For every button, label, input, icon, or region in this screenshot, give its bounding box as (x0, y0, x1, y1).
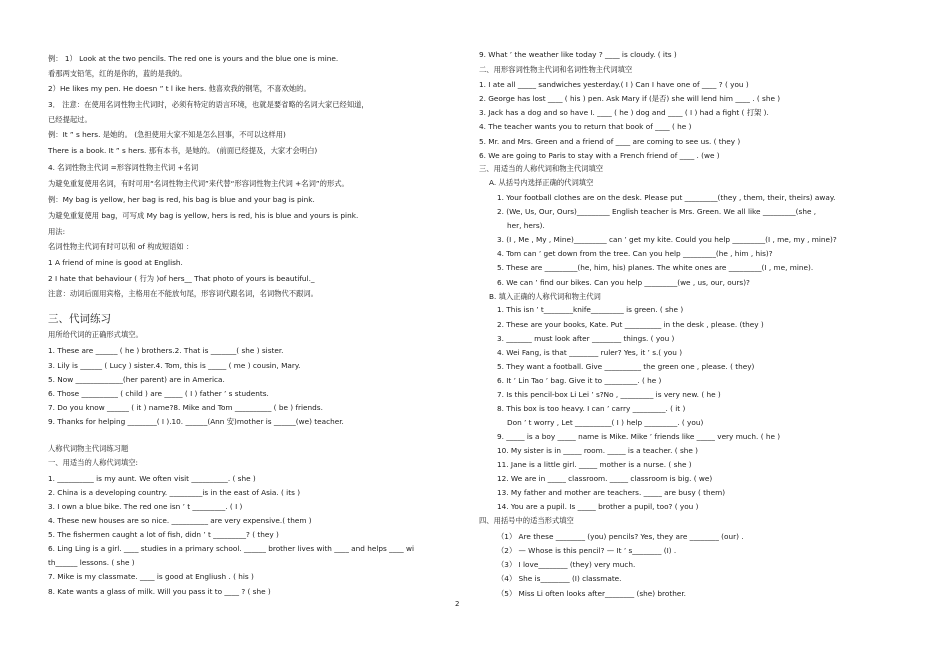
text-line: 1. These are ______ ( he ) brothers.2. That is _______( she ) sister. (48, 346, 284, 355)
text-line: 2）He likes my pen. He doesn ” t l ike hers. 他喜欢我的钢笔，不喜欢她的。 (48, 84, 311, 93)
section-heading: 一、用适当的人称代词填空: (48, 458, 139, 467)
text-line: 13. My father and mother are teachers. _____ are busy ( them) (497, 488, 726, 497)
text-line: 2. (We, Us, Our, Ours)_________ English teacher is Mrs. Green. We all like _________(she , (497, 207, 817, 216)
section-heading: 人称代词物主代词练习题 (48, 444, 129, 453)
text-line: 7. Do you know ______ ( it ) name?8. Mike and Tom __________ ( be ) friends. (48, 403, 323, 412)
text-line: 14. You are a pupil. Is _____ brother a pupil, too? ( you ) (497, 502, 699, 511)
page-number: 2 (455, 600, 460, 608)
text-line: （4） She is________ (I) classmate. (497, 574, 622, 583)
text-line: 3． 注意：在使用名词性物主代词时，必须有特定的语言环境，也就是要省略的名词大家已经知道， (48, 100, 369, 109)
text-line: 5. Now _____________(her parent) are in America. (48, 375, 225, 384)
text-line: 9. Thanks for helping ________( I ).10. ______(Ann 安)mother is ______(we) teacher. (48, 417, 344, 426)
text-line: 2. George has lost ____ ( his ) pen. Ask Mary if (是否) she will lend him ____ . ( she ) (479, 94, 781, 103)
section-heading: 四、用括号中的适当形式填空 (479, 516, 574, 525)
sub-heading: A. 从括号内选择正确的代词填空 (489, 178, 594, 187)
section-heading: 三、代词练习 (48, 313, 111, 325)
section-heading: 三、用适当的人称代词和物主代词填空 (479, 164, 604, 173)
text-line: 用所给代词的正确形式填空。 (48, 330, 143, 339)
text-line: 例： 1） Look at the two pencils. The red one is yours and the blue one is mine. (48, 54, 339, 63)
text-line: 1. Your football clothes are on the desk. Please put _________(they , them, their, theirs) away. (497, 193, 836, 202)
text-line: her, hers). (507, 221, 545, 230)
text-line: 已经提起过。 (48, 115, 92, 124)
text-line: （5） Miss Li often looks after________ (she) brother. (497, 589, 686, 598)
text-line: 例：My bag is yellow, her bag is red, his bag is blue and your bag is pink. (48, 195, 315, 204)
text-line: 注意：动词后面用宾格，主格用在不能放句尾，形容词代跟名词，名词物代不跟词。 (48, 289, 318, 298)
text-line: There is a book. It ” s hers. 那有本书，是她的。 (前面已经提及，大家才会明白) (48, 146, 318, 155)
text-line: 4. The teacher wants you to return that book of ____ ( he ) (479, 122, 692, 131)
text-line: 1 A friend of mine is good at English. (48, 258, 183, 267)
text-line: 3. Jack has a dog and so have I. ____ ( he ) dog and ____ ( I ) had a fight ( 打架 ). (479, 108, 769, 117)
text-line: 2. These are your books, Kate. Put __________ in the desk , please. (they ) (497, 320, 764, 329)
text-line: 5. Mr. and Mrs. Green and a friend of ____ are coming to see us. ( they ) (479, 137, 741, 146)
text-line: 6. We are going to Paris to stay with a French friend of ____ . (we ) (479, 151, 720, 160)
text-line: 6. It ’ Lin Tao ’ bag. Give it to _________. ( he ) (497, 376, 662, 385)
text-line: th______ lessons. ( she ) (48, 558, 135, 567)
text-line: 为避免重复使用名词，有时可用“名词性物主代词”来代替“形容词性物主代词 +名词”的形式。 (48, 179, 349, 188)
text-line: 12. We are in _____ classroom. _____ classroom is big. ( we) (497, 474, 713, 483)
text-line: 3. I own a blue bike. The red one isn ’ t _________. ( I ) (48, 502, 243, 511)
text-line: 1. I ate all _____ sandwiches yesterday.( I ) Can I have one of ____ ? ( you ) (479, 80, 749, 89)
text-line: 1. This isn ’ t________knife_________ is green. ( she ) (497, 305, 684, 314)
text-line: 8. Kate wants a glass of milk. Will you pass it to ____ ? ( she ) (48, 587, 271, 596)
text-line: 4. 名词性物主代词 =形容词性物主代词 +名词 (48, 163, 199, 172)
text-line: 4. Tom can ’ get down from the tree. Can you help _________(he , him , his)? (497, 249, 773, 258)
text-line: 5. These are _________(he, him, his) planes. The white ones are _________(I , me, mine). (497, 263, 814, 272)
text-line: 7. Mike is my classmate. ____ is good at Engliush . ( his ) (48, 572, 254, 581)
text-line: （1） Are these ________ (you) pencils? Yes, they are ________ (our) . (497, 532, 744, 541)
text-line: 3. _______ must look after ________ things. ( you ) (497, 334, 675, 343)
text-line: 1. __________ is my aunt. We often visit __________. ( she ) (48, 474, 256, 483)
text-line: 6. Those __________ ( child ) are _____ ( I ) father ’ s students. (48, 389, 269, 398)
text-line: 用法: (48, 227, 66, 236)
text-line: Don ’ t worry , Let __________( I ) help _________. ( you) (507, 418, 704, 427)
text-line: 2 I hate that behaviour ( 行为 )of hers__ That photo of yours is beautiful._ (48, 274, 315, 283)
text-line: 5. The fishermen caught a lot of fish, didn ’ t _________? ( they ) (48, 530, 279, 539)
text-line: 4. Wei Fang, is that ________ ruler? Yes, it ’ s.( you ) (497, 348, 683, 357)
text-line: （2） — Whose is this pencil? — It ’ s________ (I) . (497, 546, 677, 555)
text-line: （3） I love________ (they) very much. (497, 560, 636, 569)
text-line: 例：It ” s hers. 是她的。 (急担使用大家不知是怎么回事，不可以这样用) (48, 130, 286, 139)
text-line: 看那两支铅笔，红的是你的，蓝的是我的。 (48, 69, 187, 78)
text-line: 4. These new houses are so nice. __________ are very expensive.( them ) (48, 516, 312, 525)
text-line: 5. They want a football. Give __________ the green one , please. ( they) (497, 362, 755, 371)
text-line: 10. My sister is in _____ room. _____ is a teacher. ( she ) (497, 446, 699, 455)
text-line: 8. This box is too heavy. I can ’ carry _________. ( it ) (497, 404, 686, 413)
text-line: 为避免重复使用 bag，可写成 My bag is yellow, hers is red, his is blue and yours is pink. (48, 211, 359, 220)
text-line: 9. What ’ the weather like today ? ____ is cloudy. ( its ) (479, 50, 677, 59)
text-line: 名词性物主代词有时可以和 of 构成短语如 ： (48, 242, 194, 251)
sub-heading: B. 填入正确的人称代词和物主代词 (489, 292, 601, 301)
text-line: 3. Lily is ______ ( Lucy ) sister.4. Tom, this is _____ ( me ) cousin, Mary. (48, 361, 301, 370)
text-line: 6. Ling Ling is a girl. ____ studies in a primary school. ______ brother lives with ____ and helps ____ wi (48, 544, 415, 553)
text-line: 3. (I , Me , My , Mine)_________ can ’ get my kite. Could you help _________(I , me, my , mine)? (497, 235, 837, 244)
text-line: 11. Jane is a little girl. _____ mother is a nurse. ( she ) (497, 460, 692, 469)
text-line: 7. Is this pencil-box Li Lei ’ s?No , _________ is very new. ( he ) (497, 390, 721, 399)
text-line: 6. We can ’ find our bikes. Can you help _________(we , us, our, ours)? (497, 278, 750, 287)
section-heading: 二、用形容词性物主代词和名词性物主代词填空 (479, 65, 633, 74)
text-line: 2. China is a developing country. _________is in the east of Asia. ( its ) (48, 488, 301, 497)
text-line: 9. _____ is a boy _____ name is Mike. Mike ’ friends like _____ very much. ( he ) (497, 432, 781, 441)
